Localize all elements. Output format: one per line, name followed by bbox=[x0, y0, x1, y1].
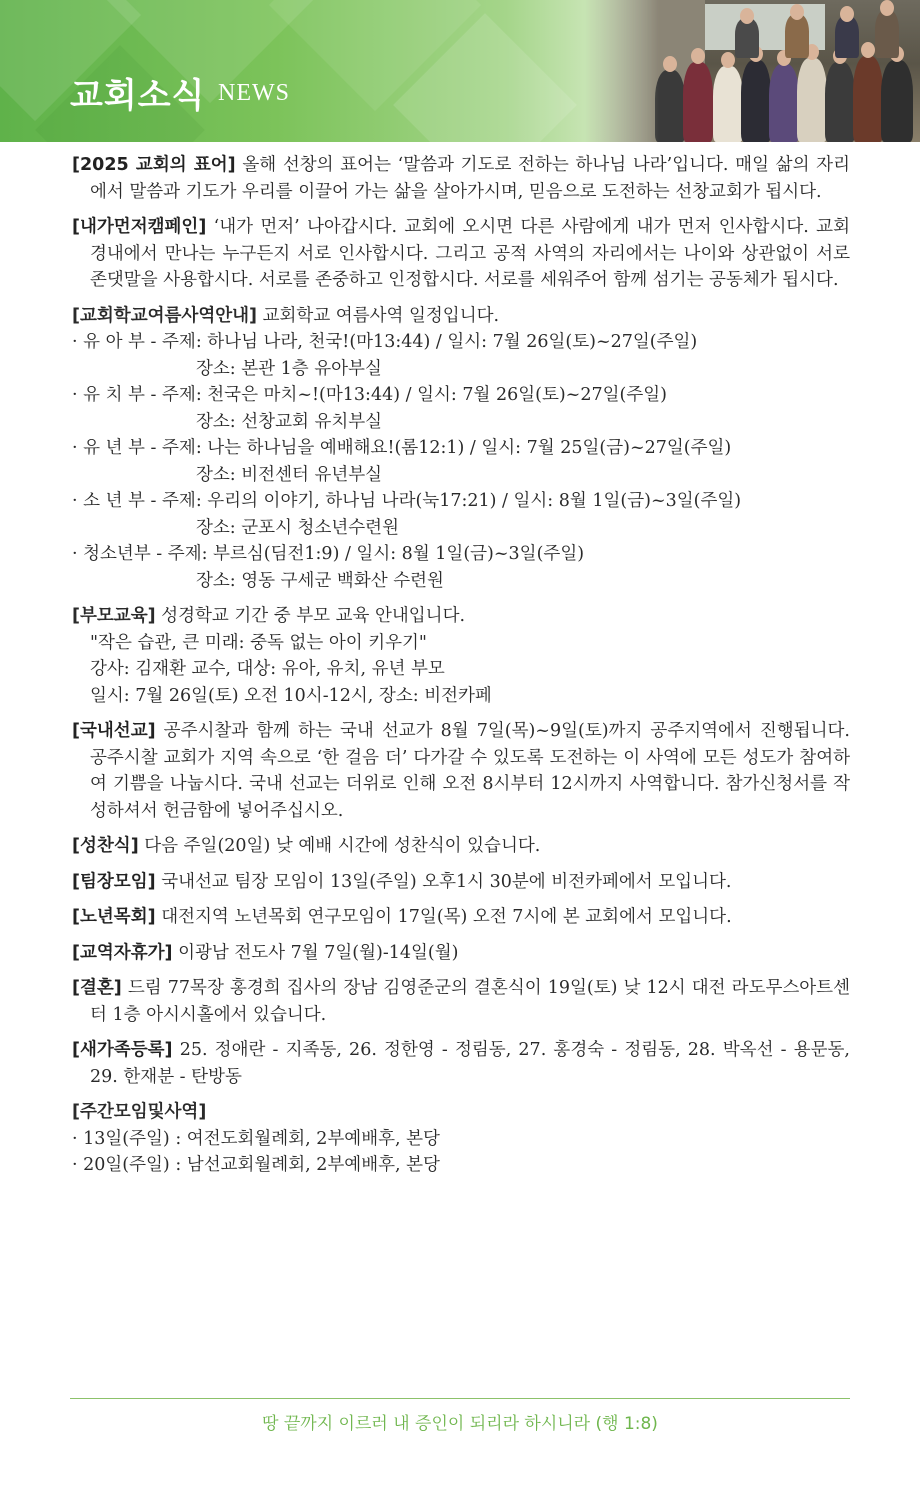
news-item bbox=[72, 1037, 850, 1090]
item-text: ‘내가 먼저’ 나아갑시다. 교회에 오시면 다른 사람에게 내가 먼저 인사합시다. 교회 경내에서 만나는 누구든지 서로 인사합시다. 그리고 공적 사역의 자리에서는 나이와 상관없이 서로 존댓말을 사용합시다. 서로를 존중하고 인정합시다. 서로를 세워주어 함께 섬기는 공동체가 됩시다. bbox=[90, 217, 850, 290]
schedule-place: 장소: 군포시 청소년수련원 bbox=[196, 517, 399, 538]
schedule-place: 장소: 본관 1층 유아부실 bbox=[196, 358, 382, 379]
parent-line: 강사: 김재환 교수, 대상: 유아, 유치, 유년 부모 bbox=[90, 659, 445, 679]
item-tag: [노년목회] bbox=[72, 907, 156, 927]
weekly-line: · 13일(주일) : 여전도회월례회, 2부예배후, 본당 bbox=[72, 1128, 440, 1149]
item-tag: [팀장모임] bbox=[72, 871, 156, 892]
item-text: 이광남 전도사 7월 7일(월)-14일(월) bbox=[172, 942, 459, 963]
item-text: 대전지역 노년목회 연구모임이 17일(목) 오전 7시에 본 교회에서 모입니다. bbox=[155, 907, 732, 927]
schedule-line: · 유 치 부 - 주제: 천국은 마치~!(마13:44) / 일시: 7월 26일(토)~27일(주일) bbox=[72, 385, 667, 405]
item-tag: [부모교육] bbox=[72, 606, 156, 626]
schedule-line: · 유 아 부 - 주제: 하나님 나라, 천국!(마13:44) / 일시: 7월 26일(토)~27일(주일) bbox=[72, 332, 698, 352]
news-item bbox=[72, 940, 850, 967]
weekly-heading: [주간모임및사역] bbox=[72, 1102, 207, 1122]
page-subtitle: NEWS bbox=[218, 80, 290, 106]
weekly-meetings bbox=[72, 1099, 850, 1179]
item-tag: [내가먼저캠페인] bbox=[72, 217, 207, 237]
item-tag: [국내선교] bbox=[72, 721, 156, 741]
news-item bbox=[72, 975, 850, 1028]
item-tag: [교역자휴가] bbox=[72, 942, 173, 963]
item-tag: [2025 교회의 표어] bbox=[72, 155, 236, 175]
item-text: 드림 77목장 홍경희 집사의 장남 김영준군의 결혼식이 19일(토) 낮 12시 대전 라도무스아트센터 1층 아시시홀에서 있습니다. bbox=[90, 978, 850, 1025]
summer-schedule bbox=[72, 303, 850, 595]
news-item bbox=[72, 718, 850, 824]
news-item bbox=[72, 833, 850, 860]
parent-heading bbox=[72, 603, 850, 630]
schedule-line: · 유 년 부 - 주제: 나는 하나님을 예배해요!(롬12:1) / 일시: 7월 25일(금)~27일(주일) bbox=[72, 438, 732, 458]
weekly-line: · 20일(주일) : 남선교회월례회, 2부예배후, 본당 bbox=[72, 1155, 440, 1175]
item-tag: [새가족등록] bbox=[72, 1040, 173, 1060]
parent-line: "작은 습관, 큰 미래: 중독 없는 아이 키우기" bbox=[90, 632, 427, 653]
news-item bbox=[72, 214, 850, 294]
item-text: 올해 선창의 표어는 ‘말씀과 기도로 전하는 하나님 나라’입니다. 매일 삶의 자리에서 말씀과 기도가 우리를 이끌어 가는 삶을 살아가시며, 믿음으로 도전하는 선창교회가 됩시다. bbox=[90, 155, 850, 202]
schedule-line: · 청소년부 - 주제: 부르심(딤전1:9) / 일시: 8월 1일(금)~3일(주일) bbox=[72, 544, 585, 564]
item-tag: [결혼] bbox=[72, 978, 122, 998]
news-item bbox=[72, 904, 850, 931]
item-tag: [성찬식] bbox=[72, 836, 139, 856]
schedule-place: 장소: 선창교회 유치부실 bbox=[196, 411, 383, 432]
item-text: 성경학교 기간 중 부모 교육 안내입니다. bbox=[155, 606, 466, 626]
item-text: 다음 주일(20일) 낮 예배 시간에 성찬식이 있습니다. bbox=[138, 836, 541, 856]
parent-line: 일시: 7월 26일(토) 오전 10시-12시, 장소: 비전카페 bbox=[90, 685, 492, 706]
item-text: 교회학교 여름사역 일정입니다. bbox=[257, 305, 500, 326]
item-tag: [교회학교여름사역안내] bbox=[72, 305, 258, 326]
schedule-place: 장소: 비전센터 유년부실 bbox=[196, 464, 383, 485]
item-text: 25. 정애란 - 지족동, 26. 정한영 - 정림동, 27. 홍경숙 - 정림동, 28. 박옥선 - 용문동, 29. 한재분 - 탄방동 bbox=[90, 1040, 850, 1087]
news-item bbox=[72, 152, 850, 205]
footer-verse: 땅 끝까지 이르러 내 증인이 되리라 하시니라 (행 1:8) bbox=[262, 1414, 658, 1434]
item-text: 국내선교 팀장 모임이 13일(주일) 오후1시 30분에 비전카페에서 모입니다. bbox=[155, 871, 732, 892]
news-item bbox=[72, 869, 850, 896]
summer-heading bbox=[72, 303, 850, 330]
page-title: 교회소식 bbox=[70, 76, 206, 116]
parent-education bbox=[72, 603, 850, 709]
footer-divider bbox=[70, 1398, 850, 1399]
choir-photo bbox=[585, 0, 920, 142]
news-body bbox=[72, 152, 850, 1188]
item-text: 공주시찰과 함께 하는 국내 선교가 8월 7일(목)~9일(토)까지 공주지역에서 진행됩니다. 공주시찰 교회가 지역 속으로 ‘한 걸음 더’ 다가갈 수 있도록 도전하는 이 사역에 모든 성도가 참여하여 기쁨을 나눕시다. 국내 선교는 더위로 인해 오전 8시부터 12시까지 사역합니다. 참가신청서를 작성하셔서 헌금함에 넣어주십시오. bbox=[90, 721, 850, 821]
header-banner bbox=[0, 0, 920, 142]
schedule-line: · 소 년 부 - 주제: 우리의 이야기, 하나님 나라(눅17:21) / 일시: 8월 1일(금)~3일(주일) bbox=[72, 491, 742, 511]
schedule-place: 장소: 영동 구세군 백화산 수련원 bbox=[196, 570, 444, 591]
